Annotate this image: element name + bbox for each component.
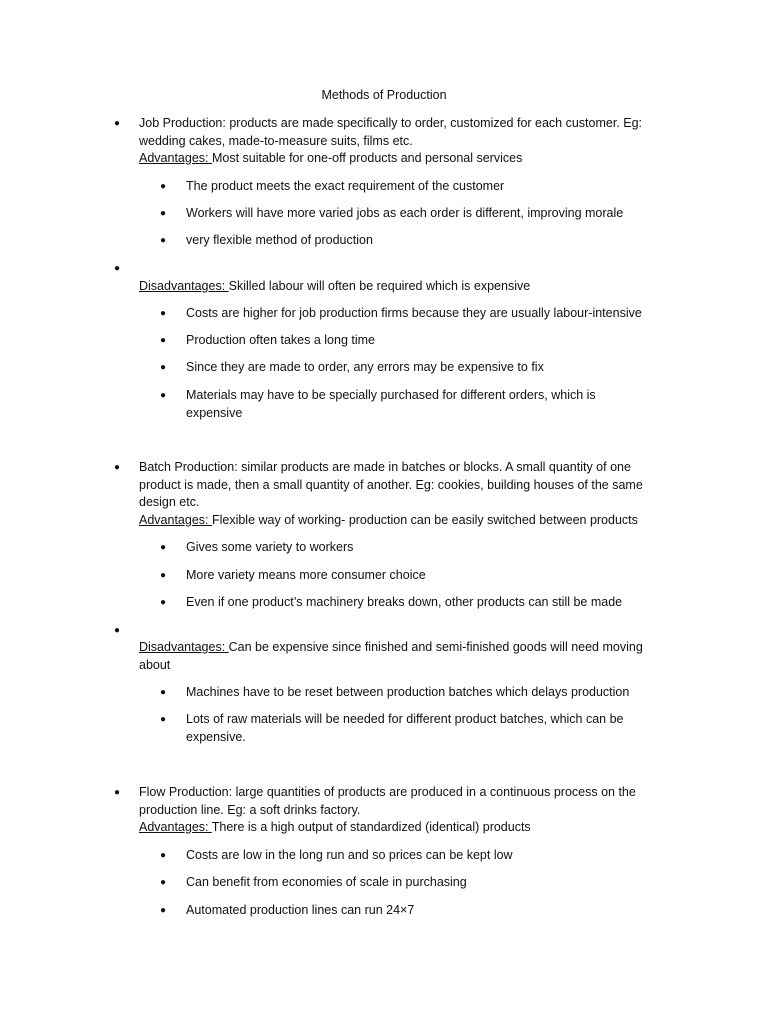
section-heading: Job Production: [139, 116, 226, 130]
bullet-icon: ● [160, 850, 167, 861]
bullet-icon: ● [160, 208, 167, 219]
section-heading: Flow Production: [139, 785, 233, 799]
list-item: The product meets the exact requirement of the customer [186, 179, 505, 193]
list-item: very flexible method of production [186, 233, 373, 247]
bullet-icon: ● [160, 597, 167, 608]
bullet-icon: ● [114, 625, 121, 636]
list-item: Costs are low in the long run and so prices can be kept low [186, 848, 513, 862]
list-item: Lots of raw materials will be needed for different product batches, which can be expensive. [186, 712, 624, 744]
disadvantages-summary: Can be expensive since finished and semi-finished goods will need moving about [139, 640, 643, 672]
list-item: Gives some variety to workers [186, 540, 354, 554]
list-item: Production often takes a long time [186, 333, 376, 347]
section-description: similar products are made in batches or blocks. A small quantity of one product is made, then a small quantity of another. Eg: cookies, building houses of the same design etc. [139, 460, 643, 509]
bullet-icon: ● [160, 181, 167, 192]
bullet-icon: ● [114, 118, 121, 129]
section-batch-production [139, 459, 669, 529]
section-job-production [139, 115, 669, 168]
section-heading: Batch Production: [139, 460, 238, 474]
bullet-icon: ● [160, 308, 167, 319]
bullet-icon: ● [160, 877, 167, 888]
disadvantages-summary: Skilled labour will often be required which is expensive [228, 279, 531, 293]
bullet-icon: ● [160, 714, 167, 725]
list-item: Even if one product’s machinery breaks down, other products can still be made [186, 595, 623, 609]
list-item: More variety means more consumer choice [186, 568, 426, 582]
section-flow-production [139, 784, 669, 837]
list-item: Automated production lines can run 24×7 [186, 903, 415, 917]
bullet-icon: ● [160, 335, 167, 346]
list-item: Can benefit from economies of scale in purchasing [186, 875, 467, 889]
bullet-icon: ● [160, 235, 167, 246]
bullet-icon: ● [114, 787, 121, 798]
bullet-icon: ● [114, 462, 121, 473]
advantages-summary: Flexible way of working- production can be easily switched between products [211, 512, 638, 527]
advantages-label: Advantages: [139, 151, 212, 165]
bullet-icon: ● [160, 390, 167, 401]
section-description: large quantities of products are produced in a continuous process on the production line. Eg: a soft drinks factory. [139, 785, 636, 817]
advantages-summary: Most suitable for one-off products and personal services [211, 151, 523, 165]
advantages-label: Advantages: [139, 820, 212, 834]
list-item: Costs are higher for job production firms because they are usually labour-intensive [186, 306, 642, 320]
bullet-icon: ● [114, 263, 121, 274]
advantages-summary: There is a high output of standardized (identical) products [211, 820, 531, 834]
bullet-icon: ● [160, 362, 167, 373]
advantages-label: Advantages: [139, 512, 212, 527]
list-item: Materials may have to be specially purchased for different orders, which is expensive [186, 388, 596, 420]
disadvantages-label: Disadvantages: [139, 279, 229, 293]
disadvantages-block [139, 639, 669, 674]
list-item: Since they are made to order, any errors may be expensive to fix [186, 360, 544, 374]
disadvantages-block [139, 278, 669, 296]
page-title: Methods of Production [321, 88, 447, 102]
section-description: products are made specifically to order, customized for each customer. Eg: wedding cakes, made-to-measure suits, films etc. [139, 116, 643, 148]
bullet-icon: ● [160, 905, 167, 916]
list-item: Workers will have more varied jobs as each order is different, improving morale [186, 206, 624, 220]
bullet-icon: ● [160, 570, 167, 581]
bullet-icon: ● [160, 542, 167, 553]
disadvantages-label: Disadvantages: [139, 640, 229, 654]
list-item: Machines have to be reset between production batches which delays production [186, 685, 630, 699]
bullet-icon: ● [160, 687, 167, 698]
